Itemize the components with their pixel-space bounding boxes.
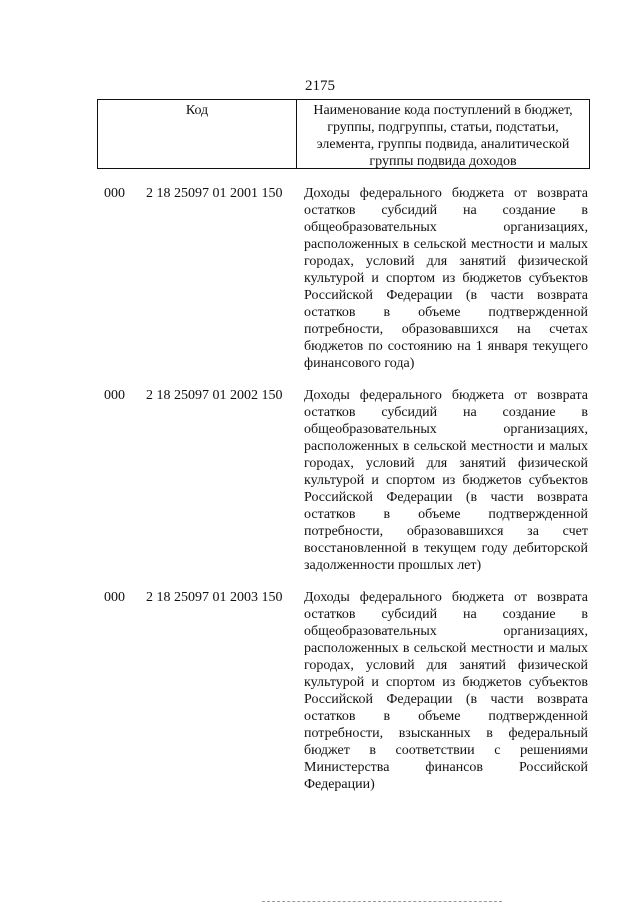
row-description: Доходы федерального бюджета от возврата остатков субсидий на создание в общеобразовательных организациях, расположенных в сельской местности и малых городах, условий для занятий физической культурой и спортом из бюджетов субъектов Российской Федерации (в части возврата остатков в объеме подтвержденной потребности, взысканных в федеральный бюджет в соответствии с решениями Министерства финансов Российской Федерации): [304, 590, 588, 792]
table-row: [104, 387, 588, 589]
row-description: Доходы федерального бюджета от возврата остатков субсидий на создание в общеобразовательных организациях, расположенных в сельской местности и малых городах, условий для занятий физической культурой и спортом из бюджетов субъектов Российской Федерации (в части возврата остатков в объеме подтвержденной потребности, образовавшихся за счет восстановленной в текущем году дебиторской задолженности прошлых лет): [304, 388, 588, 573]
table-row: [104, 185, 588, 387]
row-admin-code: 000: [104, 590, 125, 605]
table-header: [97, 99, 590, 169]
scan-edge-line: [262, 901, 502, 903]
header-name-cell: Наименование кода поступлений в бюджет, группы, подгруппы, статьи, подстатьи, элемента, группы подвида, аналитической группы подвида доходов: [313, 103, 573, 169]
table-row: [104, 589, 588, 793]
row-admin-code: 000: [104, 388, 125, 403]
row-revenue-code: 2 18 25097 01 2001 150: [146, 186, 283, 201]
row-revenue-code: 2 18 25097 01 2003 150: [146, 590, 283, 605]
table-body: [104, 185, 588, 793]
row-description: Доходы федерального бюджета от возврата остатков субсидий на создание в общеобразовательных организациях, расположенных в сельской местности и малых городах, условий для занятий физической культурой и спортом из бюджетов субъектов Российской Федерации (в части возврата остатков в объеме подтвержденной потребности, образовавшихся на счетах бюджетов по состоянию на 1 января текущего финансового года): [304, 186, 588, 371]
header-code-cell: Код: [98, 100, 297, 168]
row-admin-code: 000: [104, 186, 125, 201]
page-number: 2175: [305, 78, 335, 94]
row-revenue-code: 2 18 25097 01 2002 150: [146, 388, 283, 403]
